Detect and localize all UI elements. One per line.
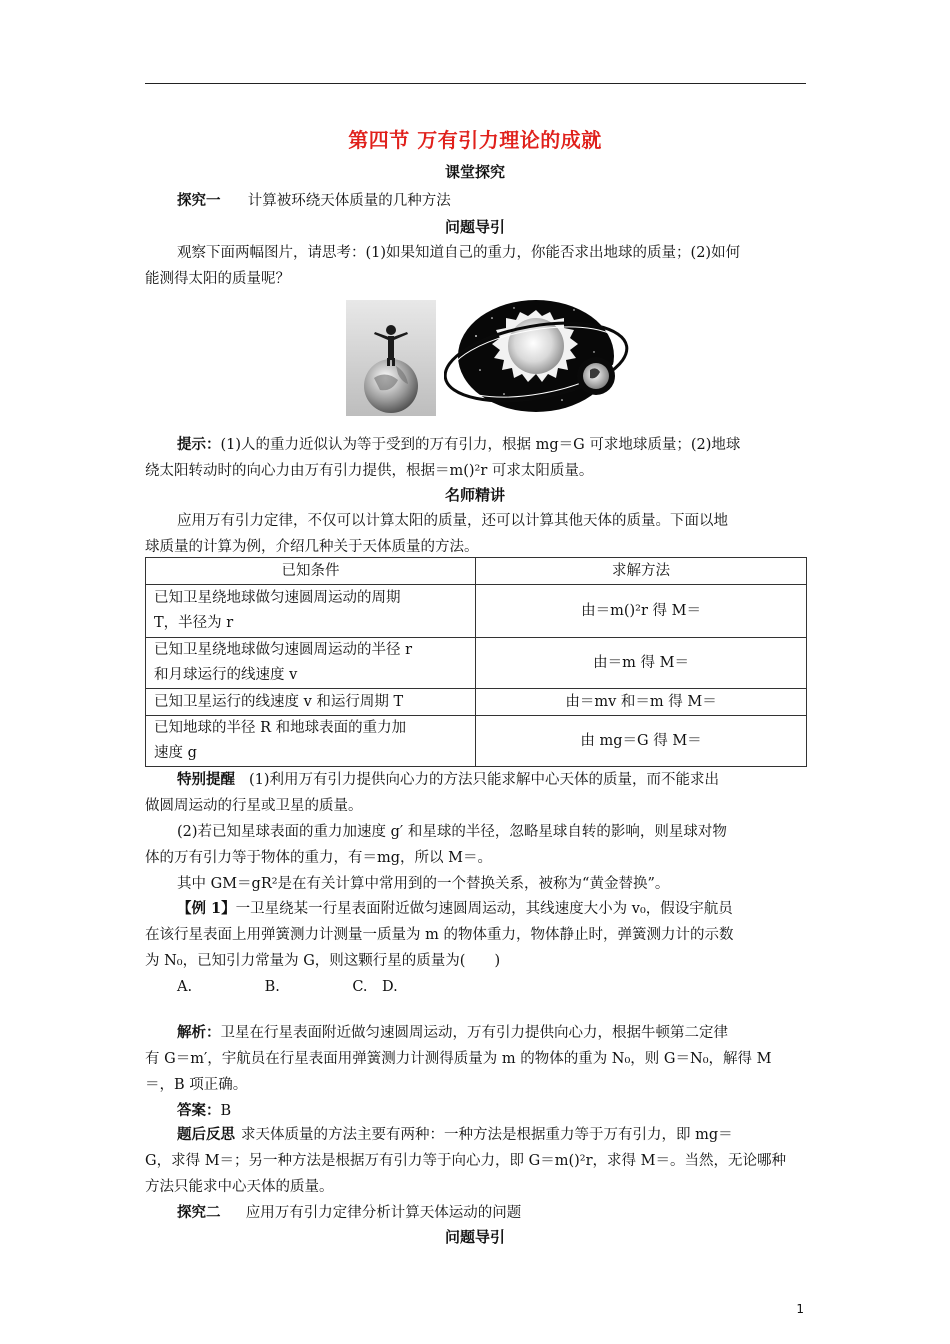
table-row [146, 585, 807, 638]
reminder-line-1 [145, 767, 806, 793]
reminder-text-1: (1)利用万有引力提供向心力的方法只能求解中心天体的质量，而不能求出 [249, 772, 720, 788]
example-label: 【例 1】 [177, 900, 236, 917]
example-text-2: 在该行星表面上用弹簧测力计测量一质量为 m 的物体重力，物体静止时，弹簧测力计的示数 [145, 927, 734, 943]
condition-line: T，半径为 r [154, 615, 234, 631]
analysis-text-2: 有 G＝m′，宇航员在行星表面用弹簧测力计测得质量为 m 的物体的重为 N₀，则 G＝N₀，解得 M [145, 1051, 772, 1067]
answer-label: 答案： [177, 1102, 221, 1119]
example-text-1: 一卫星绕某一行星表面附近做匀速圆周运动，其线速度大小为 v₀，假设宇航员 [235, 901, 733, 917]
table-cell-method: 由＝mv 和＝m 得 M＝ [476, 689, 807, 716]
hint-text-2: 绕太阳转动时的向心力由万有引力提供，根据＝m()²r 可求太阳质量。 [145, 463, 594, 479]
reminder-text-4: 体的万有引力等于物体的重力，有＝mg，所以 M＝。 [145, 850, 492, 866]
explore2-title: 应用万有引力定律分析计算天体运动的问题 [245, 1205, 522, 1221]
reminder-text-3: (2)若已知星球表面的重力加速度 g′ 和星球的半径，忽略星球自转的影响，则星球对物 [177, 824, 727, 840]
page-title: 第四节 万有引力理论的成就 [348, 128, 602, 152]
explore2-heading [177, 1200, 838, 1226]
example-line-1 [145, 896, 806, 922]
methods-table [145, 557, 807, 767]
example-text-3: 为 N₀，已知引力常量为 G，则这颗行星的质量为( ) [145, 953, 501, 969]
guide-heading: 问题导引 [444, 218, 505, 236]
condition-line: 和月球运行的线速度 v [154, 667, 298, 683]
answer-value: B [220, 1103, 232, 1119]
answer-line [145, 1098, 806, 1124]
person-on-globe-image [346, 300, 436, 416]
analysis-text-3: ＝，B 项正确。 [145, 1077, 248, 1093]
explore2-label: 探究二 [177, 1204, 221, 1221]
table-cell-condition [146, 638, 476, 689]
teacher-text-2: 球质量的计算为例，介绍几种关于天体质量的方法。 [145, 539, 479, 555]
reminder-text-2: 做圆周运动的行星或卫星的质量。 [145, 798, 363, 814]
table-cell-condition [146, 689, 476, 716]
example-options: A. B. C. D. [177, 979, 398, 995]
condition-line: 已知地球的半径 R 和地球表面的重力加 [154, 720, 407, 736]
section-heading: 课堂探究 [444, 163, 505, 181]
condition-line: 已知卫星绕地球做匀速圆周运动的周期 [154, 590, 401, 606]
table-row [146, 689, 807, 716]
table-cell-method: 由＝m 得 M＝ [476, 638, 807, 689]
reflection-text-2: G，求得 M＝；另一种方法是根据万有引力等于向心力，即 G＝m()²r，求得 M＝。当然，无论哪种 [145, 1153, 786, 1169]
explore2-guide-heading: 问题导引 [444, 1228, 505, 1246]
reflection-text-3: 方法只能求中心天体的质量。 [145, 1179, 334, 1195]
header-rule [145, 83, 806, 84]
table-cell-method: 由＝m()²r 得 M＝ [476, 585, 807, 638]
table-row [146, 716, 807, 767]
analysis-line-1 [145, 1020, 806, 1046]
table-header-cell: 求解方法 [476, 558, 807, 585]
reminder-label: 特别提醒 [177, 771, 235, 788]
explore1-heading [177, 188, 838, 214]
explore1-label: 探究一 [177, 192, 221, 209]
guide-text-1: 观察下面两幅图片，请思考：(1)如果知道自己的重力，你能否求出地球的质量；(2)如何 [177, 245, 741, 261]
condition-line: 已知卫星运行的线速度 v 和运行周期 T [154, 693, 404, 710]
reflection-label: 题后反思 [177, 1126, 235, 1143]
earth-orbit-sun-image [444, 296, 632, 422]
page-number: 1 [796, 1302, 804, 1316]
hint-label: 提示： [177, 436, 221, 453]
table-cell-method: 由 mg＝G 得 M＝ [476, 716, 807, 767]
analysis-text-1: 卫星在行星表面附近做匀速圆周运动，万有引力提供向心力，根据牛顿第二定律 [220, 1025, 728, 1041]
explore1-title: 计算被环绕天体质量的几种方法 [247, 193, 451, 209]
table-row [146, 638, 807, 689]
hint-text-1: (1)人的重力近似认为等于受到的万有引力，根据 mg＝G 可求地球质量；(2)地球 [220, 437, 741, 453]
table-header-cell: 已知条件 [146, 558, 476, 585]
guide-text-2: 能测得太阳的质量呢？ [145, 271, 290, 287]
hint-line-1 [145, 432, 806, 458]
analysis-label: 解析： [177, 1024, 221, 1041]
reminder-text-5: 其中 GM＝gR²是在有关计算中常用到的一个替换关系，被称为“黄金替换”。 [177, 876, 670, 892]
condition-line: 速度 g [154, 745, 197, 761]
condition-line: 已知卫星绕地球做匀速圆周运动的半径 r [154, 642, 413, 658]
reflection-text-1: 求天体质量的方法主要有两种：一种方法是根据重力等于万有引力，即 mg＝ [241, 1127, 733, 1143]
table-cell-condition [146, 716, 476, 767]
teacher-text-1: 应用万有引力定律，不仅可以计算太阳的质量，还可以计算其他天体的质量。下面以地 [177, 513, 728, 529]
teacher-heading: 名师精讲 [444, 486, 505, 504]
table-header-row [146, 558, 807, 585]
reflection-line-1 [145, 1122, 806, 1148]
table-cell-condition [146, 585, 476, 638]
